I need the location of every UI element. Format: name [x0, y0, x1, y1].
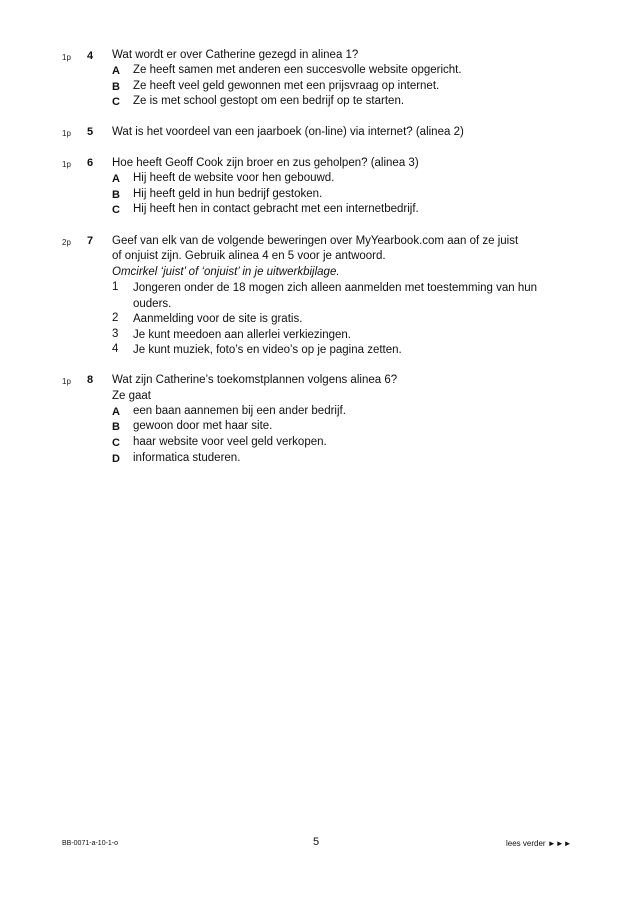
- option-text: haar website voor veel geld verkopen.: [133, 436, 327, 448]
- option-letter: A: [112, 65, 120, 77]
- points-label: 1p: [62, 53, 71, 62]
- statement-number: 1: [112, 281, 119, 293]
- next-page-indicator: lees verder ►►►: [506, 839, 572, 848]
- points-label: 1p: [62, 377, 71, 386]
- question-text-line-1: Geef van elk van de volgende beweringen over MyYearbook.com aan of ze juist: [112, 235, 519, 247]
- statement-number: 2: [112, 312, 119, 324]
- option-letter: A: [112, 173, 120, 185]
- question-number: 4: [87, 50, 94, 62]
- question-text: Wat zijn Catherine’s toekomstplannen volgens alinea 6?: [112, 374, 398, 386]
- option-letter: B: [112, 421, 120, 433]
- option-letter: B: [112, 189, 120, 201]
- question-number: 6: [87, 157, 94, 169]
- instruction-text: Omcirkel ‘juist’ of ‘onjuist’ in je uitwerkbijlage.: [112, 266, 340, 278]
- question-number: 5: [87, 126, 94, 138]
- points-label: 1p: [62, 129, 71, 138]
- question-number: 7: [87, 235, 94, 247]
- option-letter: C: [112, 437, 120, 449]
- statement-number: 4: [112, 343, 119, 355]
- question-text: Wat is het voordeel van een jaarboek (on-line) via internet? (alinea 2): [112, 126, 464, 138]
- page-number: 5: [313, 836, 320, 848]
- option-text: informatica studeren.: [133, 452, 241, 464]
- question-number: 8: [87, 374, 94, 386]
- statement-number: 3: [112, 328, 119, 340]
- option-text: gewoon door met haar site.: [133, 420, 273, 432]
- question-text: Hoe heeft Geoff Cook zijn broer en zus geholpen? (alinea 3): [112, 157, 419, 169]
- option-text: Hij heeft hen in contact gebracht met een internetbedrijf.: [133, 203, 419, 215]
- statement-text: Jongeren onder de 18 mogen zich alleen aanmelden met toestemming van hun ouders.: [133, 282, 538, 310]
- option-letter: B: [112, 81, 120, 93]
- option-text: Ze heeft samen met anderen een succesvolle website opgericht.: [133, 64, 462, 76]
- option-letter: A: [112, 406, 120, 418]
- statement-text: Je kunt meedoen aan allerlei verkiezingen.: [133, 329, 351, 341]
- option-text: Hij heeft geld in hun bedrijf gestoken.: [133, 188, 323, 200]
- question-text: Wat wordt er over Catherine gezegd in alinea 1?: [112, 49, 359, 61]
- option-letter: C: [112, 204, 120, 216]
- points-label: 2p: [62, 238, 71, 247]
- option-text: Ze is met school gestopt om een bedrijf op te starten.: [133, 95, 405, 107]
- option-letter: D: [112, 453, 120, 465]
- option-letter: C: [112, 96, 120, 108]
- question-stem: Ze gaat: [112, 390, 151, 402]
- option-text: Hij heeft de website voor hen gebouwd.: [133, 172, 335, 184]
- document-code: BB-0071-a-10-1-o: [62, 840, 119, 847]
- points-label: 1p: [62, 160, 71, 169]
- option-text: een baan aannemen bij een ander bedrijf.: [133, 405, 346, 417]
- option-text: Ze heeft veel geld gewonnen met een prijsvraag op internet.: [133, 80, 440, 92]
- statement-text: Je kunt muziek, foto’s en video’s op je pagina zetten.: [133, 344, 402, 356]
- statement-text: Aanmelding voor de site is gratis.: [133, 313, 303, 325]
- question-text-line-2: of onjuist zijn. Gebruik alinea 4 en 5 voor je antwoord.: [112, 250, 386, 262]
